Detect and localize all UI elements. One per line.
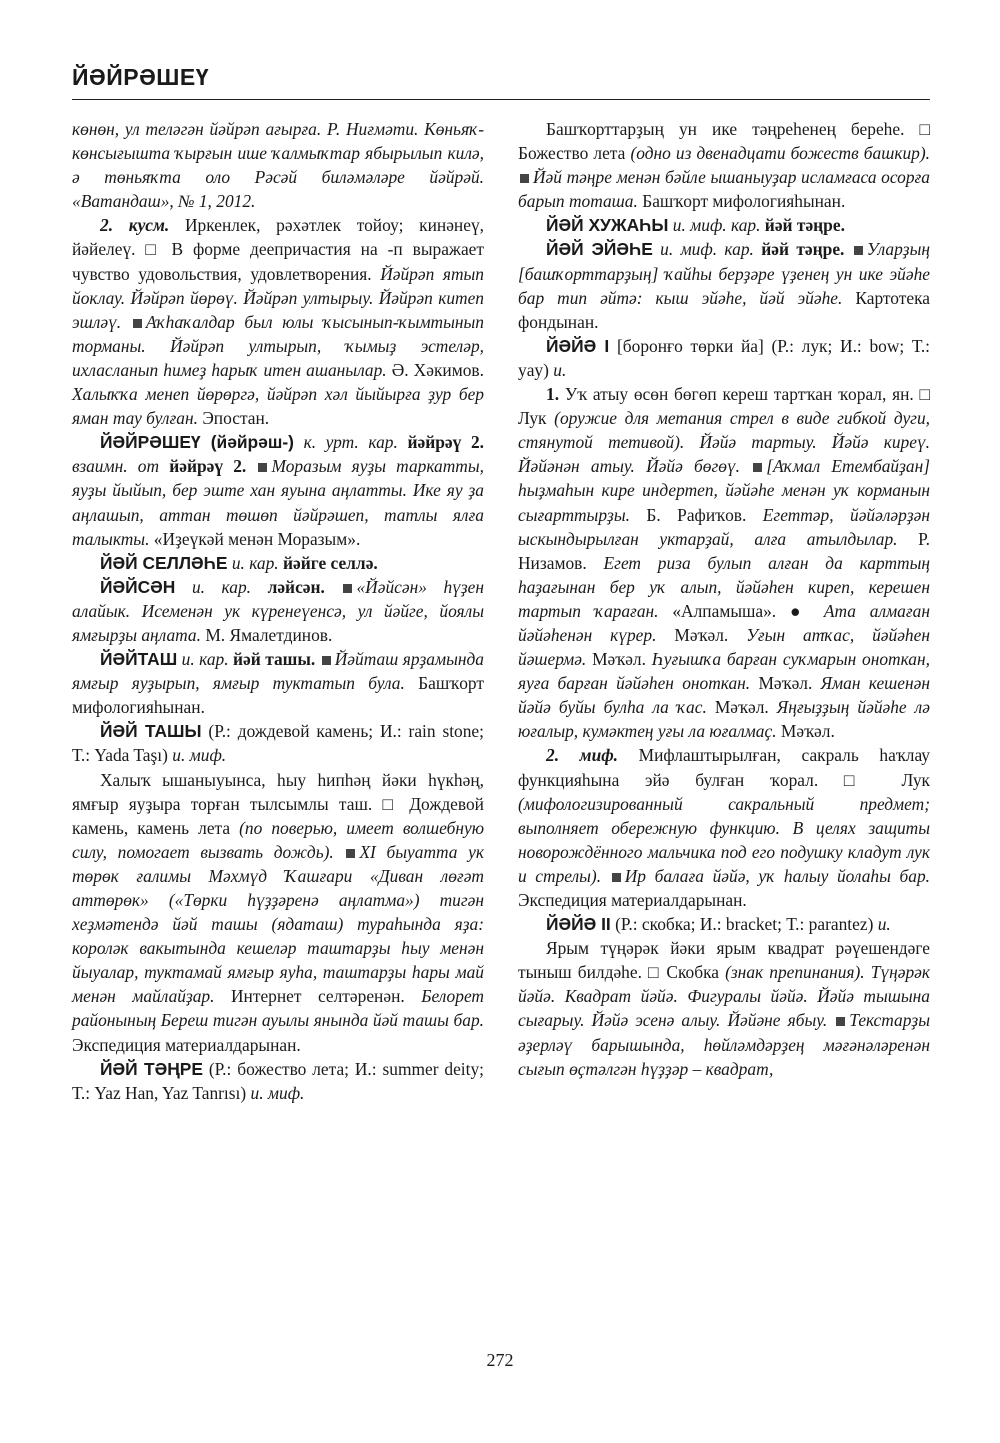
grammar-label: и. миф. кар. [660, 239, 754, 260]
proverb: Уғын атҡас, йәйәһен йәшермә. [518, 624, 930, 670]
source: Башҡорт мифологияһынан. [72, 673, 484, 718]
russian-gloss: (мифологизированный сакральный предмет; выполняет обережную функцию. В целях защиты новорождённого мальчика под его подушку кладут лук и стрелы). [518, 793, 930, 886]
definition: Башҡорттарҙың ун ике тәңреһенең береһе. □ Божество лета [518, 119, 930, 164]
russian-gloss: (одно из двенадцати божеств башкир). [630, 143, 930, 164]
cross-reference: йәй ташы. [233, 649, 316, 670]
source: Р. Низамов. [518, 528, 930, 573]
example: Йәйрәп ятып йоклау. Йәйрәп йөрөү. Йәйрәп ултырыу. Йәйрәп китеп эшләү. [72, 263, 484, 332]
source: Экспедиция материалдарынан. [72, 1034, 301, 1055]
russian-gloss: (знак препинания). [725, 962, 865, 983]
source: Мәҡәл. [758, 673, 813, 694]
dictionary-entry [72, 719, 484, 767]
source: Эпостан. [202, 408, 270, 429]
cross-reference: йәйрәү 2. [169, 456, 247, 477]
sense-number: 2. миф. [546, 745, 619, 766]
running-head: ЙӘЙРӘШЕҮ [72, 64, 210, 90]
dictionary-entry [72, 1057, 484, 1105]
source: Мәҡәл. [592, 649, 646, 670]
headword: ЙӘЙ ТАШЫ [100, 721, 202, 742]
grammar-label: и. миф. [250, 1082, 305, 1103]
example-marker-icon [322, 656, 331, 665]
grammar-label: и. кар. [191, 576, 251, 597]
text: көнөн, ул теләгән йәйрәп ағырға. Р. Ниғмәти. Көньяҡ-көнсығышта ҡырғын ише ҡалмыҡтар ябырылып килә, ә төньяҡта оло Рәсәй биләмәләре йәйрәй. «Ватандаш», № 1, 2012. [72, 119, 484, 212]
example: Йәй тәңре менән бәйле ышаныуҙар исламғаса осорға барып тоташа. [518, 167, 930, 212]
russian-gloss: (по поверью, имеет волшебную силу, помогает вызвать дождь). [72, 817, 484, 862]
source: «Иҙеүкәй менән Моразым». [153, 528, 361, 549]
example-marker-icon [520, 174, 529, 183]
right-column [518, 117, 930, 1081]
dictionary-entry [518, 912, 930, 936]
headword: ЙӘЙӘ I [546, 335, 610, 356]
proverb: Һуғышҡа барған суҡмарын оноткан, яуға барған йәйәһен оноткан. [518, 649, 930, 694]
headword: ЙӘЙРӘШЕҮ (йәйрәш-) [100, 432, 294, 453]
headword: ЙӘЙСӘН [100, 576, 176, 597]
headword: ЙӘЙ ХУЖАҺЫ [546, 215, 669, 236]
source: Б. Рафиҡов. [646, 504, 747, 525]
grammar-label: взаимн. от [72, 456, 160, 477]
headword: ЙӘЙӘ II [546, 914, 611, 935]
etymology: [боронғо төрки йа] (Р.: лук; И.: bow; Т.: yay) [518, 335, 930, 380]
dictionary-entry [72, 647, 484, 719]
headword: ЙӘЙ ЭЙӘҺЕ [546, 239, 653, 260]
translations: (Р.: скобка; И.: bracket; Т.: parantez) [615, 914, 874, 935]
example-marker-icon [343, 584, 352, 593]
source: Мәҡәл. [674, 624, 729, 645]
bullet-icon: ● [790, 600, 811, 621]
example: Моразым яуҙы таркатты, яуҙы йыйып, бер эште хан яуына аңлатты. Ике яу ҙа аңлашып, аттан төшөп йәйрәшеп, татлы ялға талыкты. [72, 456, 484, 549]
translations: (Р.: дождевой камень; И.: rain stone; Т.: Yada Taşı) [72, 721, 484, 766]
example: Аҡһаҡалдар был юлы ҡысынып-ҡымтынып торманы. Йәйрәп ултырып, ҡымыҙ эстеләр, ихласланып һимеҙ һарыҡ итен ашанылар. [72, 311, 484, 380]
grammar-label: и. миф. кар. [672, 215, 761, 236]
source: Мәҡәл. [714, 697, 769, 718]
example: Текстарҙы әҙерләү барышында, һөйләмдәрҙең мәғәнәләренән сығып өҫтәлгән һүҙҙәр – квадрат, [518, 1010, 930, 1079]
example: Егет риза булып алған да карттың һаҙағынан бер уҡ алып, йәйәһен киреп, керешен тартып ҡараған. [518, 552, 930, 621]
example-marker-icon [753, 463, 762, 472]
headword: ЙӘЙТАШ [100, 649, 178, 670]
russian-gloss: (оружие для метания стрел в виде гибкой дуги, стянутой тетивой). [518, 408, 930, 453]
source: Мәҡәл. [780, 721, 835, 742]
page-number: 272 [486, 1350, 514, 1370]
grammar-label: и. [553, 359, 567, 380]
cross-reference: йәй тәңре. [761, 239, 845, 260]
proverb: Ата алмаған йәйәһенән күрер. [518, 600, 930, 645]
dictionary-entry [518, 213, 930, 237]
example-marker-icon [612, 873, 621, 882]
headword: ЙӘЙ ТӘҢРЕ [100, 1058, 203, 1079]
proverb: Яңғыҙҙың йәйәһе лә юғалыр, кумәктең уғы ла юғалмаҫ. [518, 697, 930, 742]
grammar-label: и. кар. [181, 649, 229, 670]
source: «Алпамыша». [672, 600, 777, 621]
dictionary-entry [72, 575, 484, 647]
grammar-label: к. урт. кар. [303, 432, 398, 453]
example: Уларҙың [башҡорттарҙың] ҡайһы берҙәре үҙенең ун ике эйәһе бар тип әйтә: кыш эйәһе, йәй эйәһе. [518, 239, 930, 308]
definition-paragraph [518, 936, 930, 1081]
cross-reference: йәйге селлә. [283, 552, 378, 573]
source: Картотека фондынан. [518, 287, 930, 332]
grammar-label: и. миф. [172, 745, 227, 766]
sense-paragraph [72, 213, 484, 430]
example-marker-icon [346, 849, 355, 858]
definition: Иркенлек, рәхәтлек тойоу; кинәнеү, йәйелеү. □ В форме деепричастия на -п выражает чувство удовольствия, удовлетворения. [72, 215, 484, 284]
source: Башҡорт мифологияһынан. [642, 191, 846, 212]
definition-paragraph [72, 768, 484, 1057]
sense-number: 1. [546, 384, 560, 405]
header-rule [72, 99, 930, 100]
example: Йәйташ ярҙамында ямғыр яуҙырып, ямғыр туктатып була. [72, 649, 484, 694]
proverb: Яман кешенән йәйә буйы булһа ла ҡас. [518, 673, 930, 718]
sense-paragraph [518, 743, 930, 912]
dictionary-entry [518, 237, 930, 333]
example: Түңәрәк йәйә. Квадрат йәйә. Фигуралы йәйә. Йәйә тышына сығарыу. Йәйә эсенә алыу. Йәйәне ябыу. [518, 962, 930, 1031]
cross-reference: ләйсән. [267, 576, 325, 597]
definition: Халыҡ ышаныуынса, һыу һипһәң йәки һүкһәң, ямғыр яуҙыра торған тылсымлы таш. □ Дождевой камень, камень лета [72, 769, 484, 838]
dictionary-entry [72, 551, 484, 575]
example: Белорет районының Береш тигән ауылы янында йәй ташы бар. [72, 986, 484, 1031]
grammar-label: и. [877, 914, 891, 935]
example: Халыҡҡа менеп йөрөргә, йәйрәп хәл йыйырға ҙур бер яман тау булған. [72, 384, 484, 429]
paragraph [72, 117, 484, 213]
sense-paragraph [518, 382, 930, 743]
example-marker-icon [258, 463, 267, 472]
source: Интернет селтәренән. [230, 986, 405, 1007]
example-marker-icon [836, 1017, 845, 1026]
example-marker-icon [854, 246, 863, 255]
source: Экспедиция материалдарынан. [518, 890, 747, 910]
sense-number: 2. кусм. [100, 215, 170, 236]
dictionary-entry [518, 334, 930, 382]
example: «Йәйсән» һүҙен алайык. Исеменән ук күренеүенсә, ул йәйге, йоялы ямғырҙы аңлата. [72, 576, 484, 645]
translations: (Р.: божество лета; И.: summer deity; Т.: Yaz Han, Yaz Tanrısı) [72, 1058, 484, 1103]
definition-paragraph [518, 117, 930, 213]
cross-reference: йәй тәңре. [764, 215, 845, 236]
example: Егеттәр, йәйәләрҙән ыскындырылған уктарҙай, алға атылдылар. [518, 504, 930, 549]
left-column [72, 117, 484, 1105]
example-marker-icon [133, 319, 142, 328]
definition: Мифлаштырылған, сакраль һаҡлау функцияһына эйә булған ҡорал. □ Лук [518, 745, 930, 790]
source: Ә. Хәкимов. [391, 359, 484, 380]
example: Йәйә тартыу. Йәйә киреү. Йәйәнән атыу. Йәйә бөгөү. [518, 432, 930, 477]
grammar-label: и. кар. [231, 552, 279, 573]
example: Ир балаға йәйә, уҡ һалыу йолаһы бар. [624, 865, 930, 886]
definition: Уҡ атыу өсөн бөгөп кереш тартҡан ҡорал, ян. □ Лук [518, 384, 931, 429]
example: [Аҡмал Етембайҙан] һыҙмаһын кире индертеп, йәйәһе менән уҡ корманын сығарттырҙы. [518, 456, 930, 525]
dictionary-entry [72, 430, 484, 550]
definition: Ярым түңәрәк йәки ярым квадрат рәүешендәге тыныш билдәһе. □ Скобка [518, 938, 930, 983]
headword: ЙӘЙ СЕЛЛӘҺЕ [100, 552, 228, 573]
cross-reference: йәйрәү 2. [407, 432, 484, 453]
example: XI быуатта ук төрөк ғалимы Мәхмүд Ҡашғари «Диван лөғәт аттөрөк» («Төрки һүҙҙәренә аңлатма») тигән хеҙмәтендә йәй ташы (ядаташ) тураһында яҙа: короләк вакытында кешеләр таштарҙы һыу менән йыуалар, туктамай ямғыр яуһа, таштарҙы һары май менән майлайҙар. [72, 841, 484, 1007]
source: М. Ямалетдинов. [205, 624, 333, 645]
